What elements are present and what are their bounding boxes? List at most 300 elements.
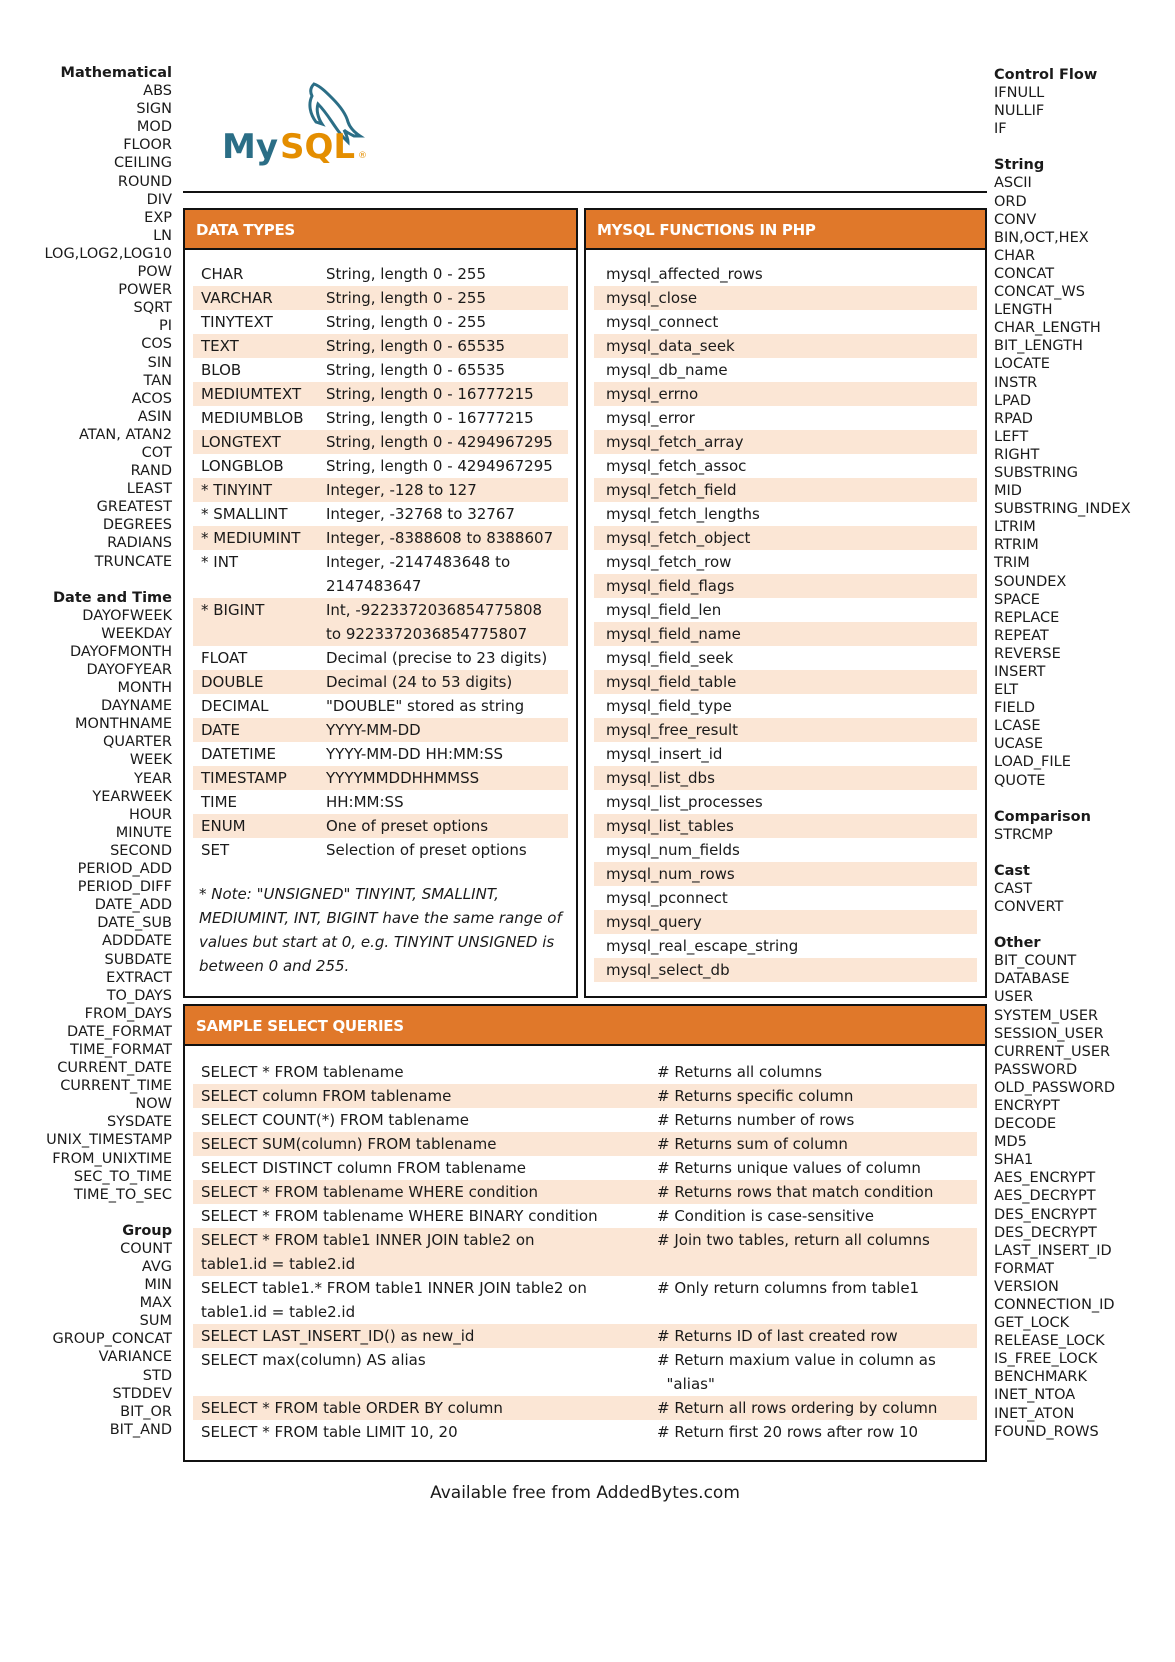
data-type-description [326,502,568,526]
comment-line: # Returns sum of column [657,1135,848,1153]
category-spacer [994,790,1169,808]
query-comment [657,1132,977,1156]
data-type-description [326,286,568,310]
logo-text-sql: SQL [280,127,356,167]
function-name: CONNECTION_ID [994,1297,1115,1313]
table-row [193,814,568,838]
comment-line: # Join two tables, return all columns [657,1231,930,1249]
function-name: STDDEV [112,1385,172,1402]
data-type-description [326,718,568,742]
function-name: LOAD_FILE [994,754,1071,771]
function-name: DECODE [994,1116,1057,1133]
data-type-name: MEDIUMBLOB [201,409,304,427]
function-name: DAYOFYEAR [86,662,172,678]
function-name: POW [137,264,172,281]
function-name: DATABASE [994,971,1070,988]
description-line: Selection of preset options [326,841,527,859]
table-row [193,766,568,790]
data-type-name: CHAR [201,265,244,283]
function-name: LCASE [994,718,1041,735]
query-sql [193,1276,657,1324]
description-line: Int, -9223372036854775808 [326,601,543,619]
query-line: table1.id = table2.id [201,1303,356,1321]
function-name: CURRENT_TIME [60,1078,172,1095]
query-line: SELECT * FROM table ORDER BY column [201,1399,503,1417]
mysql-logo [222,82,382,172]
php-function-item: mysql_affected_rows [606,265,763,283]
category-spacer [994,916,1169,934]
table-row [193,790,568,814]
data-type-description [326,262,568,286]
function-name: BIT_AND [109,1421,172,1438]
php-function-item: mysql_insert_id [606,745,723,763]
function-name: NOW [135,1096,172,1113]
description-line: Decimal (precise to 23 digits) [326,649,548,667]
data-type-description [326,670,568,694]
function-name: MONTH [117,680,172,697]
data-type-name: VARCHAR [201,289,273,307]
function-name: RADIANS [107,535,172,552]
function-name: SUBSTRING [994,464,1079,481]
query-comment [657,1084,977,1108]
query-line: SELECT * FROM tablename [201,1063,404,1081]
function-name: BENCHMARK [994,1369,1087,1386]
function-name: ABS [143,83,172,100]
table-row [193,670,568,694]
table-row [193,286,568,310]
query-sql [193,1156,657,1180]
table-row [193,1228,977,1276]
query-line: SELECT LAST_INSERT_ID() as new_id [201,1327,475,1345]
data-type-description [326,766,568,790]
function-name: AES_DECRYPT [994,1188,1096,1205]
data-types-table [185,250,576,862]
data-type-description [326,814,568,838]
description-line: String, length 0 - 65535 [326,337,506,355]
function-name: BIN,OCT,HEX [994,229,1089,246]
query-sql [193,1084,657,1108]
comment-line: # Returns all columns [657,1063,823,1081]
function-name: SYSDATE [107,1114,172,1131]
function-name: OLD_PASSWORD [994,1079,1116,1096]
function-name: MINUTE [115,824,172,841]
function-name: BIT_COUNT [994,953,1077,970]
table-row [193,430,568,454]
function-name: LPAD [994,392,1031,409]
function-name: DEGREES [102,517,172,534]
function-name: SYSTEM_USER [994,1007,1099,1024]
sample-queries-table [185,1046,985,1444]
table-row [193,1348,977,1396]
php-function-item: mysql_list_tables [594,814,977,838]
data-type-name: DOUBLE [201,673,264,691]
description-line: String, length 0 - 4294967295 [326,457,553,475]
category-spacer [20,1204,172,1222]
comment-line: # Return all rows ordering by column [657,1399,938,1417]
function-name: YEARWEEK [92,788,172,805]
function-name: LTRIM [994,519,1036,536]
function-name: SQRT [133,300,172,317]
function-name: IS_FREE_LOCK [994,1351,1098,1368]
query-line: SELECT table1.* FROM table1 INNER JOIN table2 on [201,1279,587,1297]
data-type-name: BLOB [201,361,242,379]
data-type-name: ENUM [201,817,246,835]
function-name: GROUP_CONCAT [52,1331,172,1348]
function-name: WEEKDAY [101,625,172,642]
function-name: UNIX_TIMESTAMP [46,1132,172,1149]
category-spacer [994,844,1169,862]
function-name: BIT_OR [120,1403,172,1420]
data-type-name: DATETIME [201,745,277,763]
table-row [193,646,568,670]
category-title: Other [994,935,1041,952]
query-comment [657,1348,977,1396]
function-name: SIGN [136,101,172,118]
dolphin-icon [222,82,382,172]
php-function-item: mysql_fetch_field [594,478,977,502]
table-row [193,454,568,478]
data-type-name: TIMESTAMP [201,769,287,787]
php-function-item: mysql_field_type [606,697,732,715]
data-type-description [326,454,568,478]
function-name: VARIANCE [98,1349,172,1366]
php-function-item: mysql_field_flags [594,574,977,598]
query-line: SELECT DISTINCT column FROM tablename [201,1159,527,1177]
query-comment [657,1204,977,1228]
logo-registered-mark: ® [358,151,367,161]
data-type-name: * SMALLINT [201,505,288,523]
category-title: Control Flow [994,67,1098,83]
php-function-item: mysql_field_len [606,601,722,619]
comment-line: # Return maxium value in column as [657,1351,936,1369]
description-line: Integer, -32768 to 32767 [326,505,515,523]
data-type-name: * BIGINT [201,601,265,619]
data-type-name: DATE [201,721,241,739]
query-line: SELECT * FROM table1 INNER JOIN table2 on [201,1231,535,1249]
category-title: Mathematical [60,65,172,81]
data-type-description [326,790,568,814]
description-line: String, length 0 - 4294967295 [326,433,553,451]
function-name: YEAR [133,770,172,787]
function-name: CONCAT [994,265,1055,282]
function-name: IFNULL [994,85,1045,102]
description-line: "DOUBLE" stored as string [326,697,525,715]
query-sql [193,1228,657,1276]
table-row [193,1420,977,1444]
function-name: LOG,LOG2,LOG10 [44,245,172,262]
sample-queries-title: SAMPLE SELECT QUERIES [185,1006,985,1046]
function-name: ASIN [137,408,172,425]
php-function-item: mysql_fetch_assoc [606,457,747,475]
footer-credit: Available free from AddedBytes.com [430,1483,740,1503]
function-name: TIME_TO_SEC [73,1186,172,1203]
description-line: Integer, -8388608 to 8388607 [326,529,554,547]
function-name: NULLIF [994,103,1045,120]
table-row [193,1060,977,1084]
function-name: PERIOD_DIFF [77,879,172,896]
function-name: LN [153,227,172,244]
php-function-item: mysql_num_rows [594,862,977,886]
data-type-name: * TINYINT [201,481,273,499]
data-type-name: DECIMAL [201,697,269,715]
table-row [193,1324,977,1348]
function-name: STRCMP [994,826,1053,843]
function-name: INET_NTOA [994,1387,1076,1404]
data-type-description [326,310,568,334]
comment-line: # Returns ID of last created row [657,1327,898,1345]
table-row [193,478,568,502]
query-comment [657,1060,977,1084]
header-divider [183,191,987,193]
table-row [193,718,568,742]
query-line: table1.id = table2.id [201,1255,356,1273]
function-name: CHAR [994,247,1036,264]
description-line: String, length 0 - 16777215 [326,409,534,427]
description-line: String, length 0 - 65535 [326,361,506,379]
data-type-description [326,550,568,598]
function-name: SECOND [110,842,172,859]
data-type-name: LONGTEXT [201,433,281,451]
function-name: TO_DAYS [106,987,172,1004]
data-type-description [326,646,568,670]
query-comment [657,1180,977,1204]
table-row [193,598,568,646]
description-line: to 9223372036854775807 [326,625,528,643]
function-name: ASCII [994,175,1032,192]
category-title: String [994,157,1045,174]
php-function-item: mysql_field_seek [606,649,734,667]
function-name: GET_LOCK [994,1315,1070,1332]
query-comment [657,1108,977,1132]
data-type-description [326,430,568,454]
function-name: CONV [994,211,1037,228]
query-comment [657,1396,977,1420]
query-line: SELECT max(column) AS alias [201,1351,426,1369]
function-name: SUBSTRING_INDEX [994,501,1131,518]
description-line: One of preset options [326,817,489,835]
php-function-item: mysql_list_dbs [594,766,977,790]
function-name: EXP [144,209,172,226]
function-name: ACOS [131,390,172,407]
query-line: SELECT * FROM tablename WHERE condition [201,1183,538,1201]
table-row [193,502,568,526]
function-name: WEEK [129,752,172,769]
function-name: COT [141,444,172,461]
function-name: USER [994,989,1034,1006]
category-title: Group [122,1222,172,1239]
function-name: DES_ENCRYPT [994,1206,1097,1223]
function-name: RELEASE_LOCK [994,1333,1105,1350]
description-line: String, length 0 - 255 [326,289,487,307]
function-name: CURRENT_DATE [57,1060,172,1077]
function-name: LENGTH [994,302,1053,319]
function-name: FIELD [994,700,1036,717]
description-line: 2147483647 [326,577,422,595]
function-name: DES_DECRYPT [994,1224,1097,1241]
table-row [193,1108,977,1132]
function-name: TAN [143,372,172,389]
function-name: RIGHT [994,446,1040,463]
function-name: MAX [139,1295,172,1312]
function-name: SHA1 [994,1152,1034,1169]
comment-line: # Returns number of rows [657,1111,855,1129]
function-name: SUBDATE [104,951,172,968]
data-type-name: FLOAT [201,649,248,667]
php-function-item: mysql_fetch_lengths [606,505,760,523]
query-line: SELECT SUM(column) FROM tablename [201,1135,497,1153]
function-name: AVG [141,1259,172,1275]
function-name: DATE_ADD [94,897,172,914]
function-name: INET_ATON [994,1405,1075,1422]
table-row [193,310,568,334]
table-row [193,1132,977,1156]
function-name: CEILING [114,155,172,172]
query-sql [193,1204,657,1228]
php-function-item: mysql_error [606,409,695,427]
comment-line: "alias" [657,1375,715,1393]
description-line: String, length 0 - 255 [326,313,487,331]
data-type-description [326,526,568,550]
function-name: CURRENT_USER [994,1043,1111,1060]
table-row [193,1396,977,1420]
data-type-description [326,742,568,766]
data-type-description [326,382,568,406]
function-name: GREATEST [96,499,172,516]
php-function-item: mysql_field_name [594,622,977,646]
function-name: DATE_FORMAT [67,1023,172,1040]
description-line: YYYY-MM-DD [326,721,421,739]
function-name: REPLACE [994,609,1060,626]
function-name: REVERSE [994,645,1061,662]
function-name: QUOTE [994,772,1046,789]
function-name: UCASE [994,736,1044,753]
query-comment [657,1228,977,1276]
function-name: DAYNAME [101,698,172,715]
data-type-name: * MEDIUMINT [201,529,301,547]
function-name: VERSION [994,1278,1059,1295]
function-name: RTRIM [994,537,1039,554]
function-name: SIN [147,354,172,371]
function-name: DAYOFMONTH [69,643,172,660]
php-function-item: mysql_fetch_array [594,430,977,454]
function-name: PASSWORD [994,1061,1078,1078]
table-row [193,382,568,406]
function-name: ENCRYPT [994,1097,1060,1114]
description-line: String, length 0 - 16777215 [326,385,534,403]
function-name: TIME_FORMAT [69,1041,172,1058]
data-type-name: TEXT [201,337,239,355]
description-line: Integer, -128 to 127 [326,481,477,499]
category-spacer [994,138,1169,156]
function-name: COS [141,336,172,353]
data-types-title: DATA TYPES [185,210,576,250]
function-name: AES_ENCRYPT [994,1170,1096,1187]
category-title: Cast [994,862,1030,879]
php-function-item: mysql_select_db [594,958,977,982]
php-functions-title: MYSQL FUNCTIONS IN PHP [586,210,985,250]
comment-line: # Return first 20 rows after row 10 [657,1423,919,1441]
comment-line: # Condition is case-sensitive [657,1207,875,1225]
query-sql [193,1348,657,1396]
function-name: INSTR [994,374,1038,391]
query-comment [657,1420,977,1444]
php-function-item: mysql_data_seek [594,334,977,358]
table-row [193,550,568,598]
query-comment [657,1324,977,1348]
function-name: SPACE [994,591,1040,608]
function-name: FOUND_ROWS [994,1423,1099,1440]
function-name: LAST_INSERT_ID [994,1242,1112,1259]
logo-text-my: My [222,127,278,167]
query-sql [193,1108,657,1132]
table-row [193,838,568,862]
right-function-index [994,66,1169,1441]
function-name: RAND [130,463,172,480]
query-line: SELECT * FROM tablename WHERE BINARY condition [201,1207,598,1225]
php-function-item: mysql_query [594,910,977,934]
php-function-item: mysql_fetch_object [594,526,977,550]
function-name: PI [158,318,172,335]
function-name: DATE_SUB [97,915,172,932]
data-type-name: * INT [201,553,239,571]
table-row [193,358,568,382]
php-function-item: mysql_pconnect [606,889,728,907]
query-sql [193,1420,657,1444]
function-name: IF [994,121,1007,138]
table-row [193,1156,977,1180]
data-type-name: LONGBLOB [201,457,284,475]
table-row [193,1084,977,1108]
function-name: ORD [994,193,1027,210]
data-type-name: TIME [201,793,238,811]
table-row [193,526,568,550]
comment-line: # Only return columns from table1 [657,1279,920,1297]
description-line: YYYY-MM-DD HH:MM:SS [326,745,504,763]
data-type-description [326,358,568,382]
sample-queries-panel [183,1004,987,1462]
php-function-item: mysql_num_fields [606,841,740,859]
function-name: MID [994,483,1022,500]
comment-line: # Returns rows that match condition [657,1183,934,1201]
php-functions-panel [584,208,987,998]
function-name: MIN [144,1277,172,1294]
function-name: REPEAT [994,627,1049,644]
function-name: CONVERT [994,899,1064,916]
table-row [193,406,568,430]
function-name: BIT_LENGTH [994,338,1083,355]
function-name: CHAR_LENGTH [994,320,1101,337]
description-line: Integer, -2147483648 to [326,553,511,571]
function-name: CONCAT_WS [994,284,1085,301]
query-comment [657,1276,977,1324]
function-name: EXTRACT [106,969,172,986]
function-name: FROM_UNIXTIME [52,1150,172,1167]
function-name: RPAD [994,410,1033,427]
data-type-description [326,406,568,430]
table-row [193,334,568,358]
function-name: COUNT [120,1240,172,1257]
php-function-item: mysql_field_table [594,670,977,694]
function-name: SUM [139,1313,172,1330]
left-function-index [20,64,172,1439]
function-name: LEAST [126,481,172,498]
data-type-description [326,694,568,718]
php-function-item: mysql_connect [606,313,719,331]
function-name: QUARTER [102,734,172,751]
php-function-item: mysql_real_escape_string [606,937,799,955]
data-type-name: TINYTEXT [201,313,273,331]
data-types-panel [183,208,578,998]
